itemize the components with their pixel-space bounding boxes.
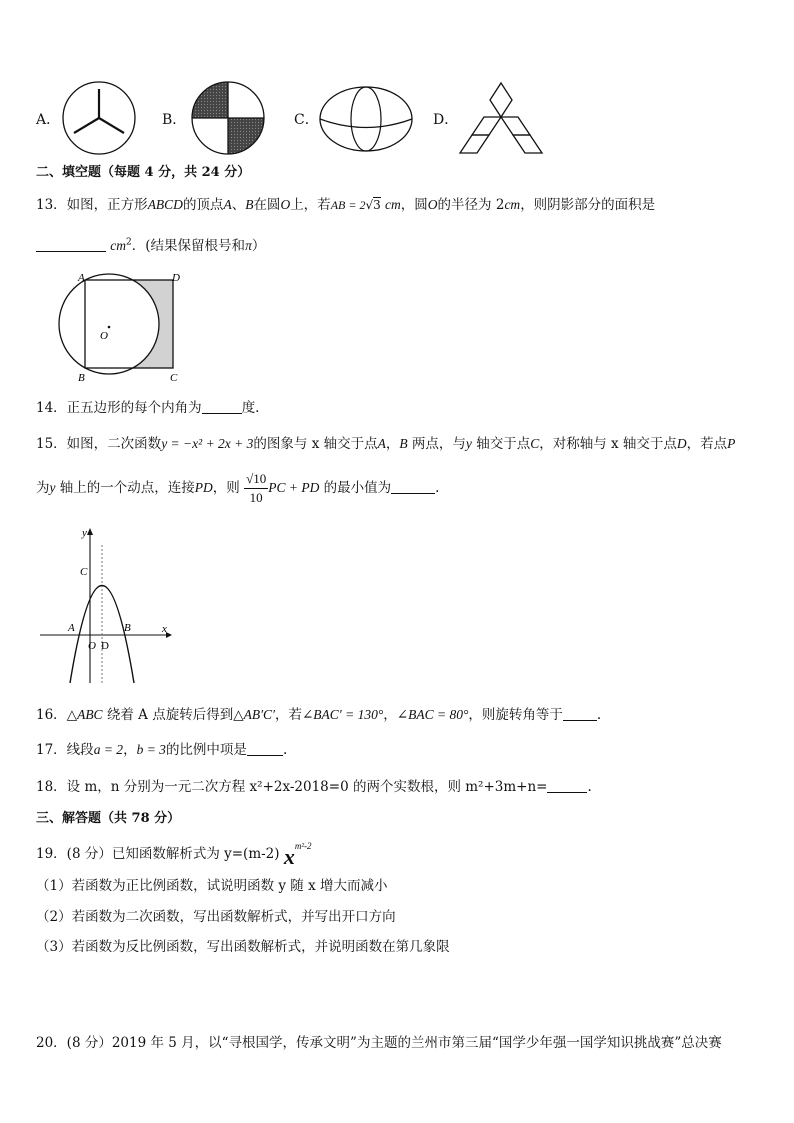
option-a-label: A． (36, 112, 61, 128)
q16-answer-blank[interactable] (563, 706, 597, 721)
q19-part3: （3）若函数为反比例函数，写出函数解析式，并说明函数在第几象限 (36, 939, 450, 955)
q18-answer-blank[interactable] (547, 778, 587, 793)
q15-line2: 为y 轴上的一个动点，连接PD，则 $\frac{√10}{10}$ PC + PD 的最小值为 . (36, 471, 440, 505)
q15-label-b: B (124, 622, 131, 634)
q13-answer-blank[interactable] (36, 237, 106, 252)
option-d-figure (456, 80, 546, 158)
q15-line1: 15．如图，二次函数y = −x² + 2x + 3的图象与 x 轴交于点A，B 两点，与y 轴交于点C，对称轴与 x 轴交于点D，若点P (36, 436, 736, 452)
q15-label-a: A (68, 622, 75, 634)
sqrt-sign: √ (365, 198, 374, 212)
q14: 14．正五边形的每个内角为 度. (36, 400, 260, 416)
q19-part2: （2）若函数为二次函数，写出函数解析式，并写出开口方向 (36, 909, 396, 925)
q15-fraction: $\frac{√10}{10}$ (246, 471, 267, 505)
option-a-figure (60, 79, 138, 157)
q13-label-b: B (78, 372, 85, 384)
q17: 17．线段a = 2，b = 3的比例中项是 . (36, 742, 288, 758)
option-b-label: B． (162, 112, 187, 128)
q15-axis-y: y (82, 527, 87, 539)
q13-figure (52, 268, 192, 388)
q15-label-d: D (101, 640, 109, 652)
option-c-figure (318, 84, 414, 154)
q20: 20．(8 分）2019 年 5 月，以“寻根国学，传承文明”为主题的兰州市第三届“国学少年强一国学知识挑战赛”总决赛 (36, 1035, 722, 1051)
q13-line2: $cm^2$．(结果保留根号和π） (36, 234, 265, 254)
q13-label-c: C (170, 372, 178, 384)
option-d-label: D． (433, 112, 459, 128)
option-b-figure (188, 79, 268, 157)
section-2-heading: 二、填空题（每题 4 分，共 24 分） (36, 165, 251, 180)
q15-label-o: O (88, 640, 96, 652)
section-3-heading: 三、解答题（共 78 分） (36, 811, 181, 826)
q13-label-d: D (172, 272, 180, 284)
q19-part1: （1）若函数为正比例函数，试说明函数 y 随 x 增大而减小 (36, 878, 388, 894)
option-c-label: C． (294, 112, 319, 128)
q13-label-o: O (100, 330, 108, 342)
q15-answer-blank[interactable] (391, 479, 435, 494)
q15-label-c: C (80, 566, 88, 578)
q13-label-a: A (78, 272, 85, 284)
q17-answer-blank[interactable] (247, 741, 283, 756)
q15-graph (36, 523, 176, 688)
q14-answer-blank[interactable] (202, 399, 242, 414)
q16: 16．△ABC 绕着 A 点旋转后得到△AB′C′，若∠BAC′ = 130°，∠BAC = 80°，则旋转角等于 . (36, 707, 602, 723)
q18: 18．设 m，n 分别为一元二次方程 x²+2x-2018=0 的两个实数根，则 m²+3m+n= . (36, 779, 592, 795)
q19-stem: 19．(8 分）已知函数解析式为 y=(m-2) $x^{m^2-2}$ (36, 840, 312, 869)
q15-axis-x: x (162, 623, 167, 635)
q13-line1: 13．如图，正方形ABCD的顶点A、B在圆O上，若AB = 2√3 cm，圆O的半径为 2cm，则阴影部分的面积是 (36, 197, 656, 213)
